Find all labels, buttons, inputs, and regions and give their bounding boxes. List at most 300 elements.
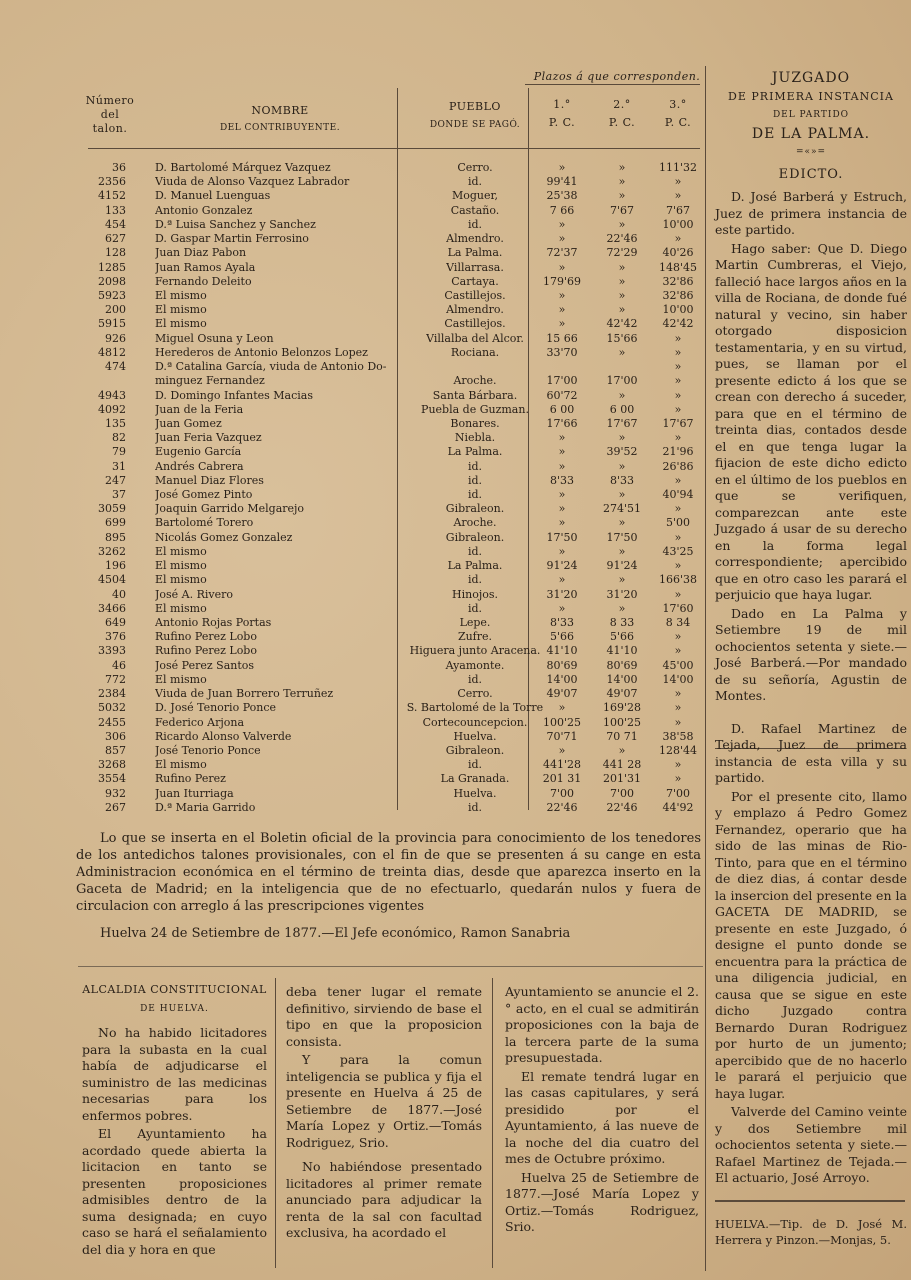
- talon-number: 895: [105, 530, 126, 544]
- table-row: [80, 730, 700, 744]
- plazo-1-value: 5'66: [549, 630, 575, 644]
- town-name: Cerro.: [457, 161, 493, 174]
- table-row: [80, 261, 700, 275]
- header-name-1: NOMBRE: [251, 104, 309, 117]
- taxpayer-name: El mismo: [155, 288, 207, 302]
- town-name: id.: [467, 758, 483, 772]
- taxpayer-name: Manuel Diaz Flores: [155, 473, 264, 487]
- table-row: [80, 630, 700, 644]
- talon-number: 2455: [98, 715, 126, 729]
- table-row: [80, 161, 700, 175]
- table-row: [80, 616, 700, 630]
- juzgado-title-2: DE PRIMERA INSTANCIA: [728, 89, 894, 103]
- plazo-1-value: 25'38: [546, 189, 578, 203]
- town-name: La Palma.: [447, 559, 503, 573]
- table-row: [80, 246, 700, 260]
- table-row: [80, 431, 700, 445]
- plazo-2-value: 274'51: [602, 502, 642, 516]
- talon-number: 5032: [98, 701, 126, 715]
- plazo-2-value: »: [618, 161, 626, 174]
- town-name: id.: [467, 488, 483, 502]
- plazo-2-value: 42'42: [606, 317, 638, 331]
- talon-number: 31: [112, 459, 126, 473]
- taxpayer-name: Juan Ramos Ayala: [155, 260, 256, 274]
- header-num-3: talon.: [92, 122, 128, 135]
- plazo-1-value: »: [558, 232, 566, 246]
- table-row: [80, 502, 700, 516]
- taxpayer-name: Juan Iturriaga: [155, 786, 234, 800]
- taxpayer-name: Joaquin Garrido Melgarejo: [155, 502, 305, 516]
- edicto-p3: Dado en La Palma y Setiembre 19 de mil ochocientos setenta y siete.—José Barberá.—Por mandado de su señoría, Agustin de Montes.: [715, 605, 907, 703]
- talon-number: 699: [105, 516, 126, 530]
- talon-number: 133: [105, 203, 126, 217]
- plazo-3-value: 21'96: [662, 445, 694, 459]
- table-row: [80, 275, 700, 289]
- plazo-1-value: »: [558, 488, 566, 502]
- plazo-3-value: »: [674, 758, 682, 772]
- alcaldia-subtitle: DE HUELVA.: [140, 1003, 209, 1014]
- plazo-1-value: 6 00: [549, 402, 575, 416]
- plazo-1-value: »: [558, 573, 566, 587]
- talon-number: 267: [105, 800, 126, 814]
- plazo-2-value: 22'46: [606, 800, 638, 814]
- table-body: [80, 161, 700, 815]
- plazo-1-value: 7'00: [549, 786, 575, 800]
- notice-signature: Huelva 24 de Setiembre de 1877.—El Jefe económico, Ramon Sanabria: [100, 926, 571, 941]
- plazo-1-value: »: [558, 743, 566, 757]
- plazo-2-value: »: [618, 601, 626, 615]
- table-row: [80, 332, 700, 346]
- table-row: [80, 588, 700, 602]
- town-name: Lepe.: [459, 616, 491, 629]
- edicto-title: EDICTO.: [778, 166, 844, 182]
- alcaldia-title: ALCALDIA CONSTITUCIONAL: [82, 983, 267, 996]
- plazo-1-value: »: [558, 544, 566, 558]
- taxpayer-name: José Gomez Pinto: [155, 488, 253, 502]
- table-row: [80, 559, 700, 573]
- taxpayer-name: Antonio Rojas Portas: [155, 616, 272, 629]
- plazo-1-value: 60'72: [546, 388, 578, 402]
- town-name: id.: [467, 217, 483, 231]
- talon-number: 4943: [98, 388, 126, 402]
- edicto-p1: D. José Barberá y Estruch, Juez de primera instancia de este partido.: [715, 189, 907, 237]
- town-name: Santa Bárbara.: [432, 388, 518, 402]
- table-row: [80, 516, 700, 530]
- talon-number: 3059: [98, 502, 126, 516]
- plazo-1-value: 15 66: [546, 331, 578, 345]
- town-name: id.: [467, 601, 483, 615]
- alcaldia-p5b: El remate tendrá lugar en las casas capitulares, y será presidido por el Ayuntamiento, á las nueve de la noche del dia cuatro del mes de Octubre próximo.: [505, 1068, 699, 1166]
- talon-number: 5915: [98, 317, 126, 331]
- plazo-1-value: »: [558, 445, 566, 459]
- town-name: Rociana.: [450, 345, 500, 359]
- table-row: [80, 403, 700, 417]
- plazo-3-value: »: [674, 345, 682, 359]
- table-row: [80, 204, 700, 218]
- table-row: [80, 602, 700, 616]
- plazo-1-value: »: [558, 701, 566, 715]
- plazo-2-value: »: [618, 274, 626, 288]
- plazo-3-value: »: [674, 715, 682, 729]
- talon-number: 4812: [98, 345, 126, 359]
- talon-number: 474: [105, 360, 126, 374]
- town-name: Puebla de Guzman.: [421, 402, 529, 416]
- talon-number: 79: [112, 445, 126, 459]
- plazo-1-value: »: [558, 161, 566, 174]
- talon-number: 40: [112, 587, 126, 601]
- plazo-1-value: »: [558, 502, 566, 516]
- plazo-1-value: »: [558, 516, 566, 530]
- table-row: [80, 360, 700, 374]
- plazo-3-value: 111'32: [658, 161, 698, 174]
- talon-number: 627: [105, 232, 126, 246]
- taxpayer-name: El mismo: [155, 544, 207, 558]
- plazo-2-value: 15'66: [606, 331, 638, 345]
- plazo-2-value: 17'50: [606, 530, 638, 544]
- plazo-1-value: 7 66: [549, 203, 575, 217]
- taxpayer-name: El mismo: [155, 573, 207, 587]
- plazo-3-value: 43'25: [662, 544, 694, 558]
- edicto2-p2: Por el presente cito, llamo y emplazo á Pedro Gomez Fernandez, operario que ha sido de las minas de Rio-Tinto, para que en el término de diez dias, á contar desde la insercion del presente en la GACETA DE MADRID, se presente en este Juzgado, ó designe el punto donde se encuentra para la práctica de una diligencia judicial, en causa que se sigue en este dicho Juzgado contra Bernardo Duran Rodriguez por hurto de un jumento; apercibido que de no hacerlo le parará el perjuicio que haya lugar.: [715, 788, 907, 1101]
- plazo-3-value: »: [674, 402, 682, 416]
- talon-number: 3262: [98, 544, 126, 558]
- town-name: id.: [467, 800, 483, 814]
- plazo-2-value: »: [618, 544, 626, 558]
- plazo-3-value: »: [674, 374, 682, 388]
- table-row: [80, 232, 700, 246]
- plazo-3-value: 32'86: [662, 274, 694, 288]
- taxpayer-name: José Perez Santos: [155, 658, 255, 672]
- table-row: [80, 445, 700, 459]
- plazo-1-value: 72'37: [546, 246, 578, 260]
- header-town-1: PUEBLO: [449, 100, 501, 113]
- plazo-3-value: »: [674, 687, 682, 701]
- plazo-3-value: 7'67: [665, 203, 691, 217]
- town-name: Aroche.: [453, 374, 497, 388]
- plazo-2-value: »: [618, 345, 626, 359]
- talon-number: 2384: [98, 687, 126, 701]
- plazo-3-value: »: [674, 701, 682, 715]
- separator: =«»=: [795, 147, 827, 157]
- plazo-1-value: »: [558, 260, 566, 274]
- lower-rule-1: [275, 978, 276, 1268]
- header-num-2: del: [100, 108, 120, 121]
- edicto2-p1: D. Rafael Martinez de Tejada, Juez de primera instancia de esta villa y su partido.: [715, 720, 907, 785]
- header-pc2: P. C.: [608, 116, 636, 129]
- talon-number: 4504: [98, 573, 126, 587]
- plazo-1-value: 41'10: [546, 644, 578, 658]
- town-name: Huelva.: [453, 786, 497, 800]
- taxpayer-name: Ricardo Alonso Valverde: [155, 729, 292, 743]
- talon-number: 200: [105, 303, 126, 317]
- plazo-3-value: 26'86: [662, 459, 694, 473]
- plazo-3-value: »: [674, 630, 682, 644]
- header-p3: 3.°: [669, 98, 687, 111]
- plazo-1-value: 17'66: [546, 416, 578, 430]
- plazo-2-value: 14'00: [606, 672, 638, 686]
- plazo-1-value: 22'46: [546, 800, 578, 814]
- taxpayer-name: El mismo: [155, 601, 207, 615]
- table-row: [80, 701, 700, 715]
- plazo-3-value: 45'00: [662, 658, 694, 672]
- talon-number: 135: [105, 416, 126, 430]
- plazo-1-value: 31'20: [546, 587, 578, 601]
- table-row: [80, 474, 700, 488]
- taxpayer-name: D. Bartolomé Márquez Vazquez: [155, 161, 331, 174]
- plazo-3-value: »: [674, 530, 682, 544]
- alcaldia-p3a: deba tener lugar el remate definitivo, sirviendo de base el tipo en que la proposicion consista.: [286, 984, 482, 1049]
- plazo-2-value: 8 33: [609, 616, 635, 629]
- taxpayer-name: José A. Rivero: [155, 587, 234, 601]
- plazo-2-value: 7'00: [609, 786, 635, 800]
- table-row: [80, 289, 700, 303]
- plazo-2-value: »: [618, 516, 626, 530]
- imprint: [715, 1216, 907, 1250]
- plazo-2-value: »: [618, 217, 626, 231]
- alcaldia-col-3: [505, 984, 699, 1238]
- taxpayer-name: Rufino Perez Lobo: [155, 644, 257, 658]
- plazo-3-value: »: [674, 331, 682, 345]
- plazo-2-value: 441 28: [602, 758, 642, 772]
- plazo-1-value: »: [558, 303, 566, 317]
- plazo-2-value: 7'67: [609, 203, 635, 217]
- table-row: [80, 417, 700, 431]
- plazo-1-value: 100'25: [542, 715, 582, 729]
- plazo-3-value: 10'00: [662, 217, 694, 231]
- plazo-3-value: »: [674, 360, 682, 374]
- plazo-2-value: 80'69: [606, 658, 638, 672]
- talon-number: 454: [105, 217, 126, 231]
- plazo-3-value: 44'92: [662, 800, 694, 814]
- town-name: Cartaya.: [451, 274, 499, 288]
- plazo-3-value: »: [674, 502, 682, 516]
- town-name: id.: [467, 175, 483, 189]
- plazo-2-value: 100'25: [602, 715, 642, 729]
- talon-number: 37: [112, 488, 126, 502]
- taxpayer-name: Miguel Osuna y Leon: [155, 331, 274, 345]
- plazo-2-value: »: [618, 175, 626, 189]
- plazo-2-value: 31'20: [606, 587, 638, 601]
- talon-number: 3554: [98, 772, 126, 786]
- taxpayer-name: minguez Fernandez: [155, 374, 265, 388]
- header-num-1: Número: [85, 94, 135, 107]
- talon-number: 36: [112, 161, 126, 174]
- plazo-3-value: 128'44: [658, 743, 698, 757]
- plazo-1-value: »: [558, 288, 566, 302]
- plazo-3-value: 148'45: [658, 260, 698, 274]
- plazo-3-value: 40'94: [662, 488, 694, 502]
- talon-number: 247: [105, 473, 126, 487]
- header-name-2: DEL CONTRIBUYENTE.: [219, 123, 341, 133]
- table-row: [80, 772, 700, 786]
- plazo-2-value: 5'66: [609, 630, 635, 644]
- plazo-2-value: 169'28: [602, 701, 642, 715]
- alcaldia-p1: No ha habido licitadores para la subasta en la cual había de adjudicarse el suministro de las medicinas necesarias para los enfermos pobres.: [82, 1025, 267, 1123]
- plazo-2-value: 17'67: [606, 416, 638, 430]
- alcaldia-p3b: Y para la comun inteligencia se publica y fija el presente en Huelva á 25 de Setiembre de 1877.—José María Lopez y Ortiz.—Tomás Rodriguez, Srio.: [286, 1052, 482, 1150]
- plazo-1-value: 8'33: [549, 616, 575, 629]
- taxpayer-name: Rufino Perez Lobo: [155, 630, 257, 644]
- plazo-2-value: 201'31: [602, 772, 642, 786]
- taxpayer-name: D. Manuel Luenguas: [155, 189, 271, 203]
- town-name: Higuera junto Aracena.: [409, 644, 541, 658]
- plazo-3-value: 8 34: [665, 616, 691, 629]
- plazo-1-value: »: [558, 431, 566, 445]
- plazo-1-value: »: [558, 217, 566, 231]
- plazo-3-value: »: [674, 431, 682, 445]
- plazo-1-value: 8'33: [549, 473, 575, 487]
- plazo-2-value: »: [618, 743, 626, 757]
- plazo-1-value: 179'69: [542, 274, 582, 288]
- right-rule-2: [715, 1200, 905, 1202]
- plazo-2-value: 41'10: [606, 644, 638, 658]
- plazo-3-value: 5'00: [665, 516, 691, 530]
- taxpayer-name: D.ª Catalina García, viuda de Antonio Do-: [155, 360, 387, 374]
- town-name: Huelva.: [453, 729, 497, 743]
- juzgado-title-4: DE LA PALMA.: [751, 125, 871, 142]
- plazo-2-value: 91'24: [606, 559, 638, 573]
- talon-number: 5923: [98, 288, 126, 302]
- taxpayer-name: D.ª Luisa Sanchez y Sanchez: [155, 217, 316, 231]
- plazo-1-value: 17'00: [546, 374, 578, 388]
- table-row: [80, 716, 700, 730]
- plazo-1-value: 91'24: [546, 559, 578, 573]
- talon-number: 376: [105, 630, 126, 644]
- town-name: Gibraleon.: [445, 530, 505, 544]
- plazo-3-value: »: [674, 232, 682, 246]
- imprint-text: HUELVA.—Tip. de D. José M. Herrera y Pinzon.—Monjas, 5.: [715, 1217, 907, 1247]
- taxpayer-name: Herederos de Antonio Belonzos Lopez: [155, 345, 368, 359]
- plazo-1-value: 99'41: [546, 175, 578, 189]
- talon-number: 4152: [98, 189, 126, 203]
- town-name: S. Bartolomé de la Torre: [406, 701, 544, 715]
- notice: [76, 830, 701, 942]
- taxpayer-name: Nicolás Gomez Gonzalez: [155, 530, 293, 544]
- table-row: [80, 488, 700, 502]
- plazo-3-value: 42'42: [662, 317, 694, 331]
- plazo-2-value: »: [618, 388, 626, 402]
- taxpayer-name: Andrés Cabrera: [155, 459, 244, 473]
- talon-number: 1285: [98, 260, 126, 274]
- taxpayer-name: El mismo: [155, 758, 207, 772]
- plazo-1-value: »: [558, 459, 566, 473]
- town-name: Niebla.: [454, 431, 496, 445]
- taxpayer-name: El mismo: [155, 317, 207, 331]
- plazo-1-value: 80'69: [546, 658, 578, 672]
- plazo-3-value: »: [674, 388, 682, 402]
- plazo-3-value: 17'67: [662, 416, 694, 430]
- alcaldia-p5a: Ayuntamiento se anuncie el 2.° acto, en el cual se admitirán proposiciones con la baja de la tercera parte de la suma presupuestada.: [505, 984, 699, 1065]
- plazo-1-value: 33'70: [546, 345, 578, 359]
- plazo-3-value: 38'58: [662, 729, 694, 743]
- table-row: [80, 545, 700, 559]
- town-name: Villarrasa.: [446, 260, 504, 274]
- town-name: La Granada.: [440, 772, 510, 786]
- town-name: La Palma.: [447, 445, 503, 459]
- plazo-2-value: 22'46: [606, 232, 638, 246]
- town-name: Gibraleon.: [445, 743, 505, 757]
- talon-number: 2356: [98, 175, 126, 189]
- town-name: Moguer,: [451, 189, 499, 203]
- town-name: Gibraleon.: [445, 502, 505, 516]
- table-row: [80, 303, 700, 317]
- town-name: La Palma.: [447, 246, 503, 260]
- talon-number: 306: [105, 729, 126, 743]
- plazo-3-value: »: [674, 772, 682, 786]
- table-row: [80, 346, 700, 360]
- taxpayer-name: Eugenio García: [155, 445, 242, 459]
- table-row: [80, 374, 700, 388]
- taxpayer-name: Juan Gomez: [155, 416, 222, 430]
- plazo-3-value: 14'00: [662, 672, 694, 686]
- talon-number: 3268: [98, 758, 126, 772]
- taxpayer-name: Viuda de Alonso Vazquez Labrador: [155, 175, 350, 189]
- talon-number: 128: [105, 246, 126, 260]
- plazo-3-value: 10'00: [662, 303, 694, 317]
- plazo-2-value: »: [618, 260, 626, 274]
- plazo-3-value: »: [674, 473, 682, 487]
- town-name: Bonares.: [450, 416, 500, 430]
- plazo-2-value: »: [618, 488, 626, 502]
- taxpayer-name: Juan Feria Vazquez: [155, 431, 262, 445]
- plazo-1-value: »: [558, 601, 566, 615]
- taxpayer-name: Juan Diaz Pabon: [155, 246, 247, 260]
- juzgado-title: JUZGADO: [771, 70, 851, 86]
- talon-number: 196: [105, 559, 126, 573]
- table-row: [80, 673, 700, 687]
- header-pc1: P. C.: [548, 116, 576, 129]
- alcaldia-col-1: [82, 982, 267, 1260]
- right-column: [715, 70, 907, 1189]
- table-row: [80, 460, 700, 474]
- plazo-3-value: 32'86: [662, 288, 694, 302]
- taxpayer-name: Fernando Deleito: [155, 274, 252, 288]
- header-rule-bottom: [88, 148, 700, 149]
- table-row: [80, 531, 700, 545]
- plazo-2-value: 39'52: [606, 445, 638, 459]
- alcaldia-col-2: [286, 984, 482, 1244]
- taxpayer-name: Bartolomé Torero: [155, 516, 254, 530]
- talon-number: 926: [105, 331, 126, 345]
- taxpayer-name: El mismo: [155, 559, 207, 573]
- plazo-2-value: 49'07: [606, 687, 638, 701]
- taxpayer-name: D.ª Maria Garrido: [155, 800, 256, 814]
- plazo-2-value: 72'29: [606, 246, 638, 260]
- town-name: Cortecouncepcion.: [422, 715, 528, 729]
- header-p1: 1.°: [553, 98, 571, 111]
- town-name: Hinojos.: [452, 587, 498, 601]
- town-name: Aroche.: [453, 516, 497, 530]
- talon-number: 4092: [98, 402, 126, 416]
- plazo-2-value: »: [618, 573, 626, 587]
- alcaldia-p5c: Huelva 25 de Setiembre de 1877.—José María Lopez y Ortiz.—Tomás Rodriguez, Srio.: [505, 1169, 699, 1234]
- taxpayer-name: Antonio Gonzalez: [155, 203, 253, 217]
- town-name: Cerro.: [457, 687, 493, 701]
- table-row: [80, 573, 700, 587]
- plazo-2-value: 17'00: [606, 374, 638, 388]
- plazo-3-value: »: [674, 644, 682, 658]
- lower-rule-2: [492, 978, 493, 1268]
- plazo-2-value: »: [618, 431, 626, 445]
- plazo-3-value: »: [674, 587, 682, 601]
- plazo-1-value: 441'28: [542, 758, 582, 772]
- juzgado-title-3: DEL PARTIDO: [772, 110, 850, 120]
- plazo-3-value: 17'60: [662, 601, 694, 615]
- taxpayer-name: Viuda de Juan Borrero Terruñez: [155, 687, 334, 701]
- plazo-2-value: »: [618, 459, 626, 473]
- plazo-1-value: 14'00: [546, 672, 578, 686]
- plazo-3-value: 166'38: [658, 573, 698, 587]
